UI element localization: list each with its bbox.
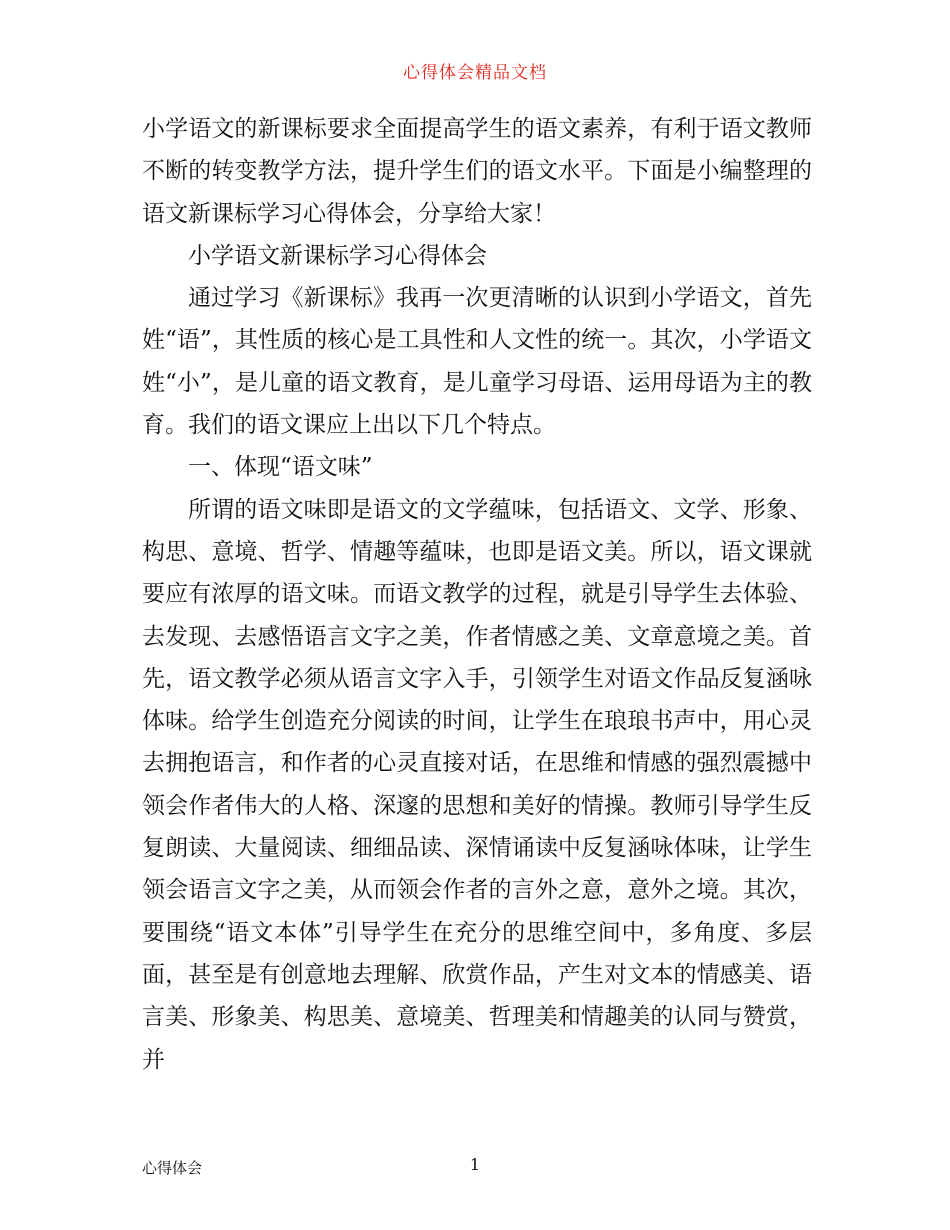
intro-paragraph: 小学语文的新课标要求全面提高学生的语文素养，有利于语文教师不断的转变教学方法，提升学生们的语文水平。下面是小编整理的语文新课标学习心得体会，分享给大家！ — [142, 116, 812, 227]
footer-label: 心得体会 — [142, 1159, 203, 1177]
page-number: 1 — [469, 1155, 481, 1174]
document-body — [142, 108, 812, 1081]
section-heading: 一、体现“语文味” — [188, 454, 373, 481]
body-paragraph: 通过学习《新课标》我再一次更清晰的认识到小学语文，首先姓“语”，其性质的核心是工具性和人文性的统一。其次，小学语文姓“小”，是儿童的语文教育，是儿童学习母语、运用母语为主的教育。我们的语文课应上出以下几个特点。 — [142, 285, 812, 439]
page-header-title: 心得体会精品文档 — [403, 63, 547, 83]
body-paragraph: 所谓的语文味即是语文的文学蕴味，包括语文、文学、形象、构思、意境、哲学、情趣等蕴味，也即是语文美。所以，语文课就要应有浓厚的语文味。而语文教学的过程，就是引导学生去体验、去发现、去感悟语言文字之美，作者情感之美、文章意境之美。首先，语文教学必须从语言文字入手，引领学生对语文作品反复涵咏体味。给学生创造充分阅读的时间，让学生在琅琅书声中，用心灵去拥抱语言，和作者的心灵直接对话，在思维和情感的强烈震撼中领会作者伟大的人格、深邃的思想和美好的情操。教师引导学生反复朗读、大量阅读、细细品读、深情诵读中反复涵咏体味，让学生领会语言文字之美，从而领会作者的言外之意，意外之境。其次，要围绕“语文本体”引导学生在充分的思维空间中，多角度、多层面，甚至是有创意地去理解、欣赏作品，产生对文本的情感美、语言美、形象美、构思美、意境美、哲理美和情趣美的认同与赞赏，并 — [142, 496, 812, 1073]
article-title: 小学语文新课标学习心得体会 — [188, 242, 487, 269]
